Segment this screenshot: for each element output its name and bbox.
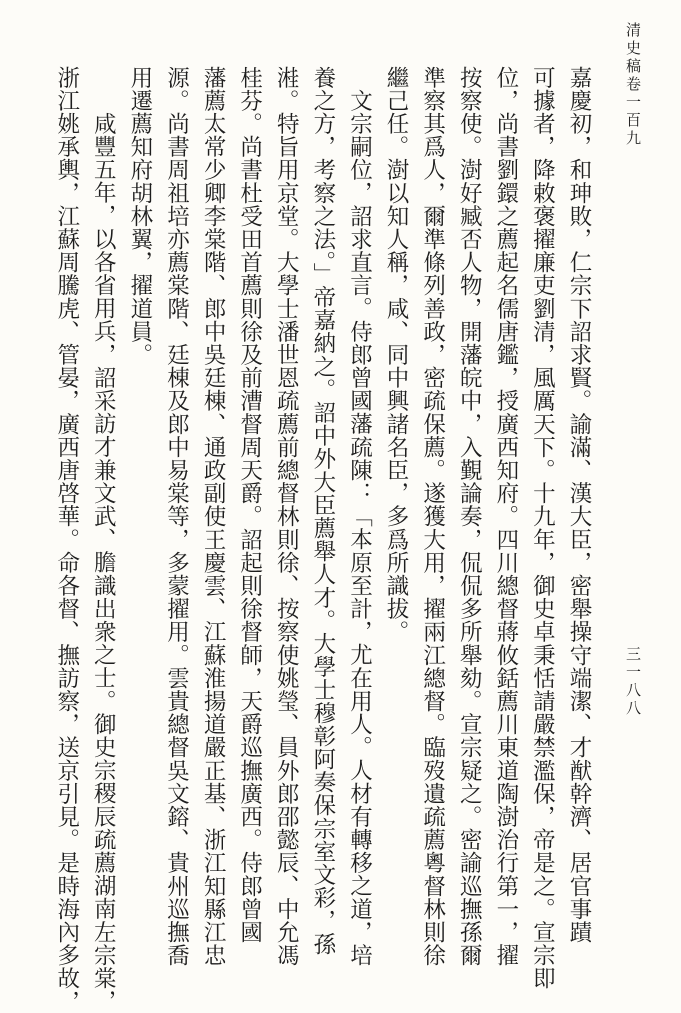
text-column: 咸豐五年，以各省用兵，詔采訪才兼文武、膽識出衆之士。御史宗稷辰疏薦湖南左宗棠，	[90, 112, 117, 1013]
text-column: 養之方，考察之法。」帝嘉納之。詔中外大臣薦舉人才。大學士穆彰阿奏保宗室文彩，孫	[309, 66, 336, 956]
text-column: 桂芬。尚書杜受田首薦則徐及前漕督周天爵。詔起則徐督師，天爵巡撫廣西。侍郎曾國	[236, 66, 263, 944]
text-column: 位，尚書劉鐶之薦起名儒唐鑑，授廣西知府。四川總督蔣攸銛薦川東道陶澍治行第一，擢	[492, 66, 519, 967]
text-column: 準察其爲人，爾準條列善政，密疏保薦。遂獲大用，擢兩江總督。臨歿遺疏薦粵督林則徐	[419, 66, 446, 967]
page-number: 三一八八	[624, 646, 642, 718]
text-column: 溎。特旨用京堂。大學士潘世恩疏薦前總督林則徐、按察使姚瑩、員外郎邵懿辰、中允馮	[273, 66, 300, 967]
running-head-title: 清史稿卷一百九	[624, 22, 642, 148]
text-column: 用遷薦知府胡林翼，擢道員。	[126, 66, 153, 367]
body-text	[48, 66, 597, 1013]
text-column: 源。尚書周祖培亦薦棠階、廷棟及郎中易棠等，多蒙擢用。雲貴總督吳文鎔、貴州巡撫喬	[163, 66, 190, 967]
text-column: 按察使。澍好臧否人物，開藩皖中，入覲論奏，侃侃多所舉劾。宣宗疑之。密諭巡撫孫爾	[456, 66, 483, 967]
text-column: 繼己任。澍以知人稱，咸、同中興諸名臣，多爲所識拔。	[383, 66, 410, 644]
text-column: 藩薦太常少卿李棠階、郎中吳廷棟、通政副使王慶雲、江蘇淮揚道嚴正基、浙江知縣江忠	[200, 66, 227, 967]
text-column: 嘉慶初，和珅敗，仁宗下詔求賢。諭滿、漢大臣，密舉操守端潔、才猷幹濟、居官事蹟	[566, 66, 592, 944]
text-column: 文宗嗣位，詔求直言。侍郎曾國藩疏陳：「本原至計，尤在用人。人材有轉移之道，培	[346, 89, 373, 967]
text-column: 浙江姚承輿，江蘇周騰虎、管晏，廣西唐啓華。命各督、撫訪察，送京引見。是時海內多故，	[53, 66, 80, 1013]
text-column: 可據者，降敕褒擢廉吏劉清，風厲天下。十九年，御史卓秉恬請嚴禁濫保，帝是之。宣宗即	[529, 66, 556, 990]
